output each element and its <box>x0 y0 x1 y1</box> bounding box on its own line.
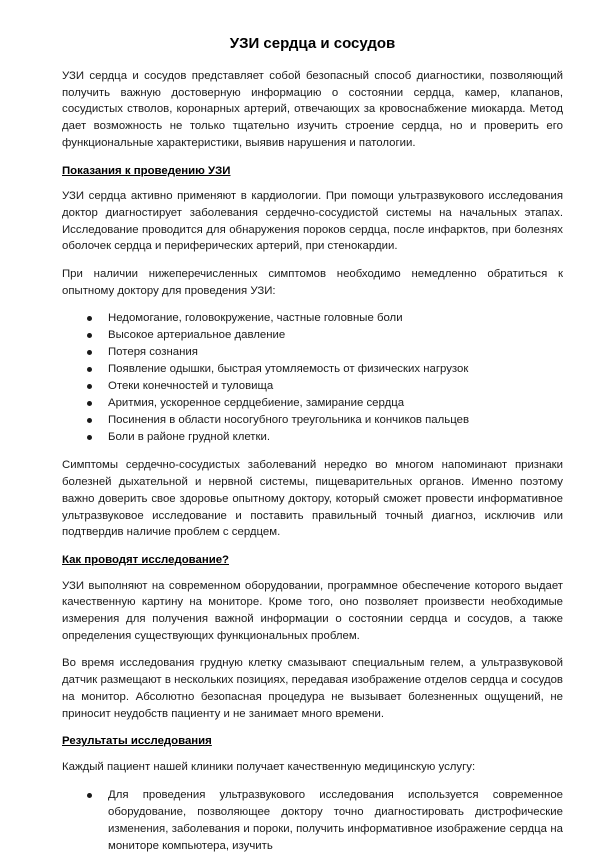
symptoms-list <box>62 310 563 446</box>
page-title: УЗИ сердца и сосудов <box>229 35 396 52</box>
list-item: Появление одышки, быстрая утомляемость от физических нагрузок <box>108 361 563 378</box>
procedure-paragraph-1: УЗИ выполняют на современном оборудовании, программное обеспечение которого выдает качественную картину на мониторе. Кроме того, оно позволяет произвести необходимые измерения для получения важной информации о состоянии сердца и сосудов, а также определения существующих функциональных проблем. <box>62 579 563 642</box>
section-heading-procedure: Как проводят исследование? <box>62 553 230 566</box>
section-heading-results: Результаты исследования <box>62 735 212 748</box>
list-item: Аритмия, ускоренное сердцебиение, замирание сердца <box>108 395 563 412</box>
results-list <box>62 787 563 855</box>
list-item: Посинения в области носогубного треугольника и кончиков пальцев <box>108 412 563 429</box>
list-item: Для проведения ультразвукового исследования используется современное оборудование, позволяющее доктору точно диагностировать дистрофические изменения, заболевания и пороки, получить информативное изображение сердца на мониторе компьютера, изучить <box>108 787 563 855</box>
list-item: Отеки конечностей и туловища <box>108 378 563 395</box>
list-item: Боли в районе грудной клетки. <box>108 429 563 446</box>
list-item: Недомогание, головокружение, частные головные боли <box>108 310 563 327</box>
list-item: Высокое артериальное давление <box>108 327 563 344</box>
indications-paragraph-2: При наличии нижеперечисленных симптомов необходимо немедленно обратиться к опытному доктору для проведения УЗИ: <box>62 268 563 297</box>
list-item: Потеря сознания <box>108 344 563 361</box>
section-heading-indications: Показания к проведению УЗИ <box>62 164 231 177</box>
indications-paragraph-3: Симптомы сердечно-сосудистых заболеваний нередко во многом напоминают признаки болезней дыхательной и нервной системы, пищеварительных органов. Именно поэтому важно доверить свое здоровье опытному доктору, который сможет провести информативное ультразвуковое исследование и поставить правильный точный диагноз, исключив или подтвердив наличие проблем с сердцем. <box>62 459 563 539</box>
procedure-paragraph-2: Во время исследования грудную клетку смазывают специальным гелем, а ультразвуковой датчик размещают в нескольких позициях, передавая изображение отделов сердца и сосудов на монитор. Абсолютно безопасная процедура не вызывает болезненных ощущений, не приносит неудобств пациенту и не занимает много времени. <box>62 657 563 720</box>
indications-paragraph-1: УЗИ сердца активно применяют в кардиологии. При помощи ультразвукового исследования доктор диагностирует заболевания сердечно-сосудистой системы на начальных этапах. Исследование проводится для обнаружения пороков сердца, после инфарктов, при болезнях оболочек сердца и периферических артерий, при стенокардии. <box>62 190 563 253</box>
results-paragraph-1: Каждый пациент нашей клиники получает качественную медицинскую услугу: <box>62 760 476 773</box>
intro-paragraph: УЗИ сердца и сосудов представляет собой безопасный способ диагностики, позволяющий получить важную достоверную информацию о состоянии сердца, камер, клапанов, сосудистых стволов, коронарных артерий, отвечающих за кровоснабжение миокарда. Метод дает возможность не только тщательно изучить строение сердца, но и проверить его функциональные характеристики, выявив нарушения и патологии. <box>62 70 563 149</box>
